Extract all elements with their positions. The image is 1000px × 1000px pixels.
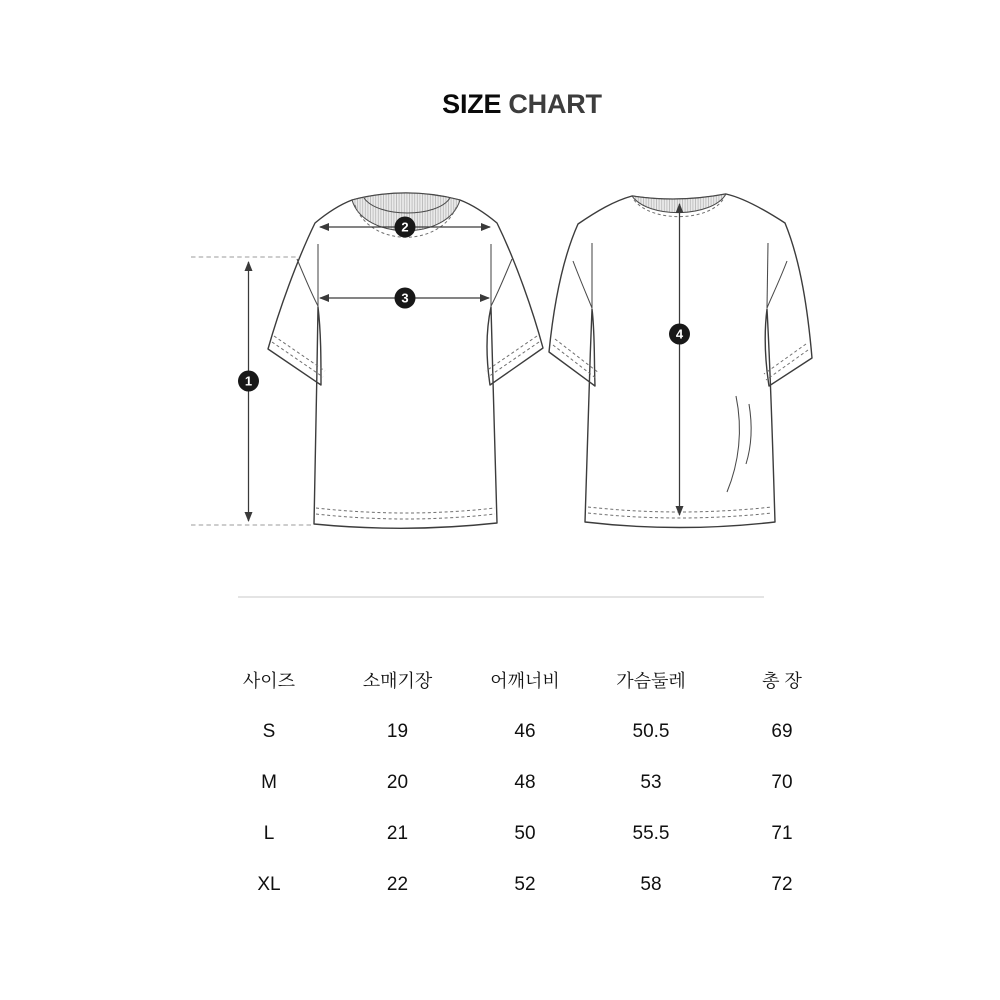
col-header-sleeve-length: 소매기장	[362, 671, 433, 691]
tshirt-front-silhouette	[268, 193, 543, 528]
size-label-xl: XL	[257, 873, 281, 895]
marker-2-number: 2	[401, 219, 409, 235]
tshirt-measurement-diagram	[180, 168, 870, 563]
tshirt-front-diagram	[268, 193, 543, 528]
table-cell: 71	[771, 822, 793, 844]
table-cell: 21	[386, 822, 409, 844]
measure-marker-4	[669, 324, 690, 345]
table-cell: 22	[386, 873, 409, 895]
size-label-m: M	[261, 771, 277, 793]
col-header-shoulder-width: 어깨너비	[490, 671, 560, 691]
table-cell: 55.5	[632, 822, 670, 844]
page-title-chart: CHART	[508, 89, 602, 119]
col-header-total-length: 총 장	[762, 671, 802, 691]
table-cell: 52	[514, 873, 536, 895]
table-cell: 19	[386, 720, 409, 742]
table-cell: 46	[514, 720, 536, 742]
section-divider	[238, 596, 764, 598]
table-cell: 58	[640, 873, 662, 895]
measure-marker-2	[395, 217, 416, 238]
col-header-size: 사이즈	[242, 671, 296, 691]
marker-3-number: 3	[401, 290, 409, 306]
table-cell: 20	[386, 771, 409, 793]
col-header-chest: 가슴둘레	[616, 671, 686, 691]
measure-marker-3	[395, 288, 416, 309]
table-cell: 72	[771, 873, 793, 895]
marker-1-number: 1	[244, 373, 253, 389]
tshirt-back-silhouette	[549, 194, 812, 528]
page-title-size: SIZE	[442, 89, 502, 119]
table-cell: 70	[771, 771, 793, 793]
size-label-l: L	[263, 822, 275, 844]
size-label-s: S	[262, 720, 276, 742]
measure-marker-1	[238, 371, 259, 392]
table-cell: 53	[640, 771, 662, 793]
size-table	[205, 654, 850, 910]
table-cell: 69	[771, 720, 793, 742]
table-cell: 48	[514, 771, 536, 793]
table-cell: 50.5	[632, 720, 670, 742]
page-title	[22, 89, 1000, 120]
marker-4-number: 4	[675, 326, 684, 342]
tshirt-back-diagram	[549, 194, 812, 528]
table-cell: 50	[514, 822, 536, 844]
